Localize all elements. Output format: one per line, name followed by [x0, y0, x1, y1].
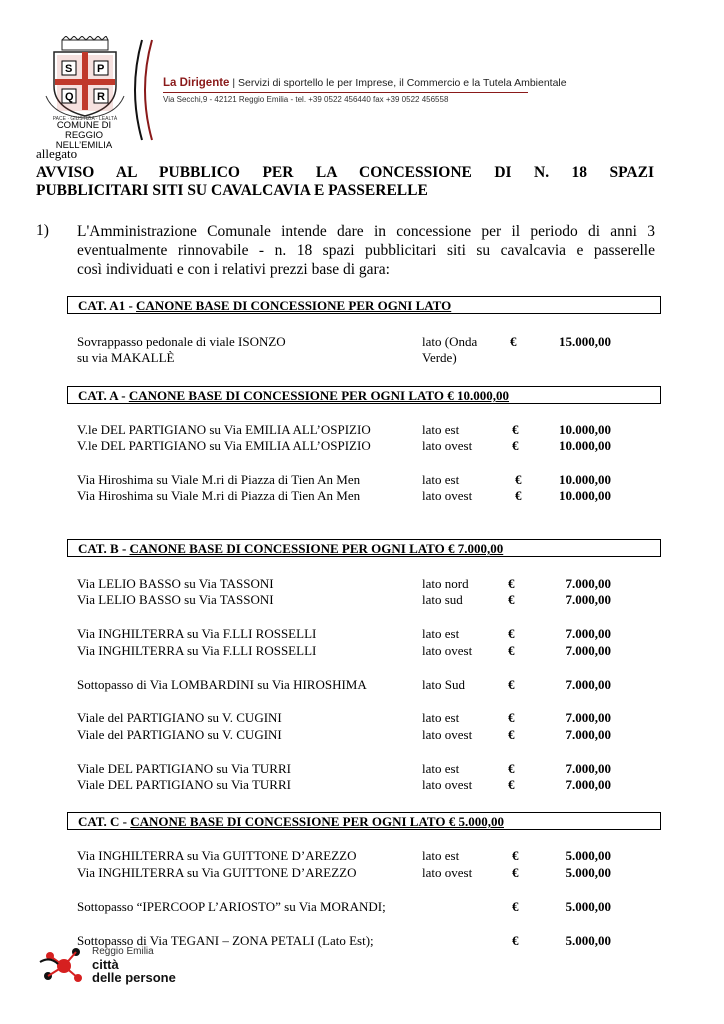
table-row-currency: € [512, 865, 519, 880]
table-row-side: lato est [422, 848, 460, 863]
footer-logo-line2: città [92, 957, 119, 972]
table-row-side: lato ovest [422, 865, 473, 880]
table-row-location: V.le DEL PARTIGIANO su Via EMILIA ALL’OSPIZIO [77, 438, 371, 453]
table-row-amount: 5.000,00 [565, 933, 611, 948]
table-row-side: lato nord [422, 576, 469, 591]
table-row-currency: € [512, 933, 519, 948]
municipality-line2: REGGIO NELL’EMILIA [55, 130, 113, 151]
attachment-label: allegato [36, 146, 78, 161]
category-b-heading: CANONE BASE DI CONCESSIONE PER OGNI LATO € 7.000,00 [129, 541, 504, 556]
table-row-location: Sottopasso “IPERCOOP L’ARIOSTO” su Via MORANDI; [77, 899, 386, 914]
table-row-currency: € [508, 626, 515, 641]
category-c-header [67, 812, 661, 830]
table-row-currency: € [512, 422, 519, 437]
table-row-amount: 7.000,00 [565, 677, 611, 692]
intro-line2: eventualmente rinnovabile - n. 18 spazi pubblicitari siti su cavalcavia e passerelle [77, 242, 655, 259]
table-row-amount: 7.000,00 [565, 576, 611, 591]
category-c-code: CAT. C - [78, 814, 131, 829]
table-row-side: lato ovest [422, 438, 473, 453]
category-b-code: CAT. B - [78, 541, 130, 556]
crest-letter-p: P [97, 63, 105, 75]
table-row-side: lato ovest [422, 777, 473, 792]
table-row-side: lato sud [422, 592, 463, 607]
municipality-line1: COMUNE DI [56, 120, 112, 131]
table-row-amount: 7.000,00 [565, 626, 611, 641]
office-heading [163, 77, 567, 89]
table-row-currency: € [508, 710, 515, 725]
table-row-side: lato est [422, 761, 460, 776]
table-row-currency: € [508, 777, 515, 792]
table-row-location: Via INGHILTERRA su Via GUITTONE D’AREZZO [77, 848, 357, 863]
table-row-amount: 10.000,00 [559, 488, 611, 503]
table-row-location: Via INGHILTERRA su Via F.LLI ROSSELLI [77, 643, 317, 658]
table-row-currency: € [508, 727, 515, 742]
intro-paragraph [77, 222, 655, 279]
table-row-currency: € [508, 643, 515, 658]
notice-title-line2: PUBBLICITARI SITI SU CAVALCAVIA E PASSERELLE [36, 182, 428, 199]
table-row-location: Sottopasso di Via TEGANI – ZONA PETALI (Lato Est); [77, 933, 374, 948]
office-separator: | [232, 77, 239, 89]
table-row-location: Via INGHILTERRA su Via F.LLI ROSSELLI [77, 626, 317, 641]
paragraph-number: 1) [36, 222, 49, 239]
a1-currency: € [510, 334, 517, 349]
table-row-side: lato est [422, 626, 460, 641]
category-b-header [67, 539, 661, 557]
table-row-amount: 7.000,00 [565, 727, 611, 742]
table-row-currency: € [508, 761, 515, 776]
table-row-amount: 5.000,00 [565, 899, 611, 914]
table-row-side: lato est [422, 422, 460, 437]
footer-logo-line3: delle persone [92, 970, 176, 985]
a1-side-line2: Verde) [422, 350, 457, 365]
table-row-side: lato ovest [422, 488, 473, 503]
a1-location-line1: Sovrappasso pedonale di viale ISONZO [77, 334, 286, 349]
citta-delle-persone-logo-icon [36, 940, 92, 988]
a1-location-line2: su via MAKALLÈ [77, 350, 175, 365]
table-row-amount: 7.000,00 [565, 643, 611, 658]
category-a1-header [67, 296, 661, 314]
table-row-side: lato ovest [422, 727, 473, 742]
category-a1-heading: CANONE BASE DI CONCESSIONE PER OGNI LATO [136, 298, 452, 313]
table-row-side: lato est [422, 710, 460, 725]
a1-side-line1: lato (Onda [422, 334, 478, 349]
table-row-location: Viale DEL PARTIGIANO su Via TURRI [77, 761, 291, 776]
category-a-header [67, 386, 661, 404]
table-row-currency: € [508, 592, 515, 607]
intro-line3: così individuati e con i relativi prezzi base di gara: [77, 261, 390, 278]
table-row-amount: 7.000,00 [565, 761, 611, 776]
notice-title-line1: AVVISO AL PUBBLICO PER LA CONCESSIONE DI N. 18 SPAZI [36, 164, 654, 181]
crest-motto: PACE · GIUSTIZIA · LEALTÀ [52, 116, 118, 122]
category-a-code: CAT. A - [78, 388, 129, 403]
table-row-side: lato ovest [422, 643, 473, 658]
office-address: Via Secchi,9 - 42121 Reggio Emilia - tel. +39 0522 456440 fax +39 0522 456558 [163, 95, 449, 104]
table-row-currency: € [515, 472, 522, 487]
table-row-currency: € [512, 848, 519, 863]
a1-amount: 15.000,00 [559, 334, 611, 349]
header-rule [163, 92, 528, 93]
crest-letter-q: Q [65, 91, 74, 103]
table-row-location: Via Hiroshima su Viale M.ri di Piazza di Tien An Men [77, 488, 361, 503]
table-row-amount: 5.000,00 [565, 865, 611, 880]
table-row-location: V.le DEL PARTIGIANO su Via EMILIA ALL’OSPIZIO [77, 422, 371, 437]
table-row-amount: 10.000,00 [559, 472, 611, 487]
footer-logo-slogan [92, 958, 176, 984]
table-row-amount: 7.000,00 [565, 592, 611, 607]
intro-line1: L'Amministrazione Comunale intende dare in concessione per il periodo di anni 3 [77, 223, 655, 240]
table-row-amount: 10.000,00 [559, 422, 611, 437]
table-row-location: Viale del PARTIGIANO su V. CUGINI [77, 727, 282, 742]
table-row-amount: 7.000,00 [565, 777, 611, 792]
crest-letter-s: S [65, 63, 73, 75]
table-row-location: Viale del PARTIGIANO su V. CUGINI [77, 710, 282, 725]
header-divider-brackets [126, 38, 160, 142]
office-description: Servizi di sportello le per Imprese, il Commercio e la Tutela Ambientale [238, 77, 567, 89]
table-row-location: Via INGHILTERRA su Via GUITTONE D’AREZZO [77, 865, 357, 880]
table-row-currency: € [508, 677, 515, 692]
table-row-location: Sottopasso di Via LOMBARDINI su Via HIROSHIMA [77, 677, 367, 692]
table-row-side: lato est [422, 472, 460, 487]
footer-logo-city: Reggio Emilia [92, 946, 154, 957]
table-row-currency: € [512, 899, 519, 914]
category-c-heading: CANONE BASE DI CONCESSIONE PER OGNI LATO € 5.000,00 [130, 814, 504, 829]
crest-letter-r: R [97, 91, 105, 103]
table-row-location: Via Hiroshima su Viale M.ri di Piazza di Tien An Men [77, 472, 361, 487]
table-row-currency: € [512, 438, 519, 453]
table-row-amount: 5.000,00 [565, 848, 611, 863]
table-row-amount: 7.000,00 [565, 710, 611, 725]
table-row-amount: 10.000,00 [559, 438, 611, 453]
table-row-currency: € [515, 488, 522, 503]
office-name: La Dirigente [163, 77, 230, 89]
category-a1-code: CAT. A1 - [78, 298, 137, 313]
table-row-currency: € [508, 576, 515, 591]
category-a-heading: CANONE BASE DI CONCESSIONE PER OGNI LATO € 10.000,00 [128, 388, 510, 403]
table-row-location: Via LELIO BASSO su Via TASSONI [77, 576, 274, 591]
table-row-location: Via LELIO BASSO su Via TASSONI [77, 592, 274, 607]
table-row-side: lato Sud [422, 677, 465, 692]
city-crest-icon [40, 36, 130, 124]
table-row-location: Viale DEL PARTIGIANO su Via TURRI [77, 777, 291, 792]
